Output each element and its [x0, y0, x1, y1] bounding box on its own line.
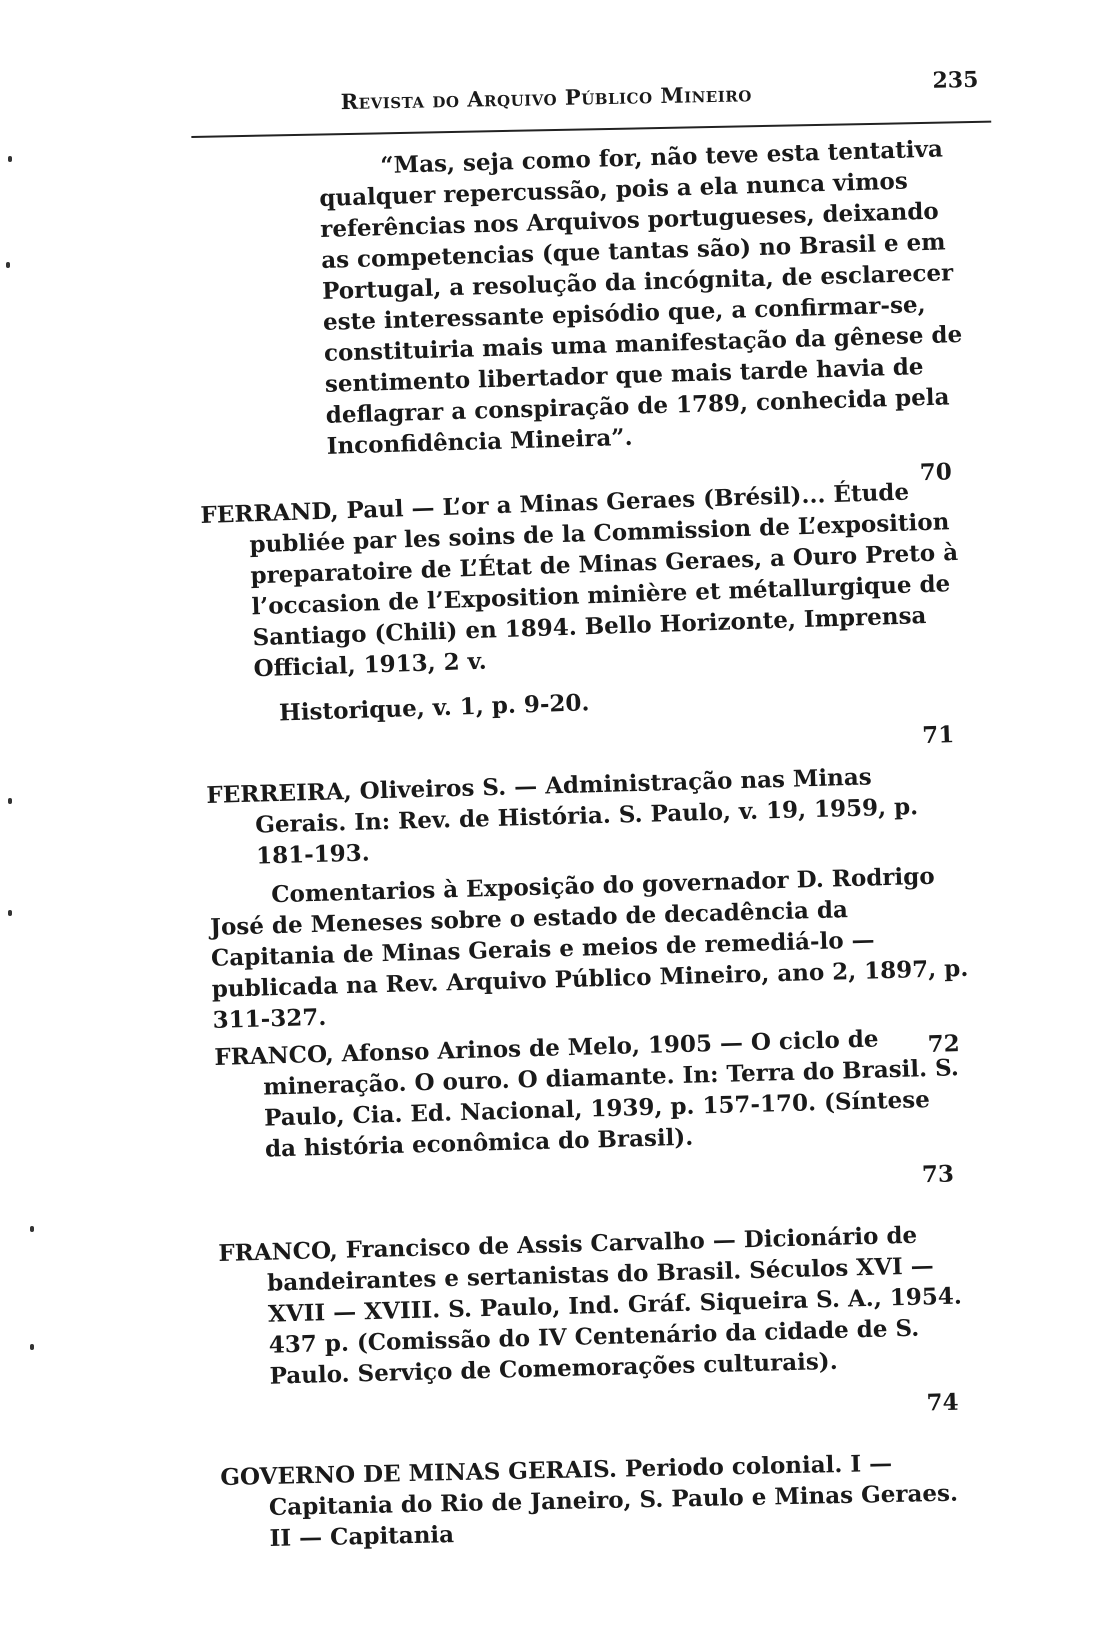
- entry-citation: FRANCO, Afonso Arinos de Melo, 1905 — O ciclo de mineração. O ouro. O diamante. In: Terra do Brasil. S. Paulo, Cia. Ed. Nacional, 1939, p. 157-170. (Síntese da história econômica do Brasil).: [214, 1025, 960, 1163]
- scan-speck: [8, 910, 12, 916]
- entry-citation: GOVERNO DE MINAS GERAIS. Periodo colonial. I — Capitania do Rio de Janeiro, S. Paulo e Minas Geraes. II — Capitania: [220, 1449, 959, 1552]
- running-title: Revista do Arquivo Público Mineiro: [340, 81, 752, 115]
- entry-number: 70: [919, 458, 953, 487]
- entry-subcitation: Comentarios à Exposição do governador D. Rodrigo José de Meneses sobre o estado de decadência da Capitania de Minas Gerais e meios de remediá-lo — publicada na Rev. Arquivo Público Mineiro, ano 2, 1897, p. 311-327.: [209, 862, 969, 1034]
- scan-speck: [30, 1344, 34, 1350]
- bibliography-entry: [218, 1218, 974, 1417]
- entry-citation: FERREIRA, Oliveiros S. — Administração nas Minas Gerais. In: Rev. de História. S. Paulo, v. 19, 1959, p. 181-193.: [206, 763, 919, 870]
- quotation-entry: [318, 133, 967, 487]
- entry-number: 73: [921, 1160, 955, 1189]
- bibliography-entry: [200, 475, 969, 750]
- entry-number: 74: [926, 1388, 959, 1417]
- entry-number: 71: [921, 721, 955, 750]
- scan-speck: [8, 798, 12, 804]
- bibliography-entry: [220, 1446, 984, 1555]
- bibliography-entry: [206, 759, 975, 1058]
- page-number: 235: [932, 66, 979, 94]
- quotation-text: “Mas, seja como for, não teve esta tentativa qualquer repercussão, pois a ela nunca vimos referências nos Arquivos portugueses, deixando as competencias (que tantas são) no Brasil e em Portugal, a resolução da incógnita, de esclarecer este interessante episódio que, a confirmar-se, constituiria mais uma manifestação da gênese de sentimento libertador que mais tarde havia de deflagrar a conspiração de 1789, conhecida pela Inconfidência Mineira”.: [318, 135, 963, 460]
- entry-citation: FERRAND, Paul — L’or a Minas Geraes (Brésil)... Étude publiée par les soins de la Commission de L’exposition preparatoire de L’État de Minas Geraes, a Ouro Preto à l’occasion de l’Exposition minière et métallurgique de Santiago (Chili) en 1894. Bello Horizonte, Imprensa Official, 1913, 2 v.: [200, 478, 959, 683]
- entry-number: 72: [927, 1030, 961, 1058]
- scan-speck: [8, 156, 12, 162]
- scan-speck: [6, 262, 10, 268]
- page-header: [190, 51, 991, 138]
- bibliography-entry: [214, 1021, 969, 1189]
- entry-citation: FRANCO, Francisco de Assis Carvalho — Dicionário de bandeirantes e sertanistas do Brasil. Séculos XVI — XVII — XVIII. S. Paulo, Ind. Gráf. Siqueira S. A., 1954. 437 p. (Comissão do IV Centenário da cidade de S. Paulo. Serviço de Comemorações culturais).: [218, 1221, 963, 1390]
- scan-speck: [30, 1226, 34, 1232]
- entry-subcitation: Historique, v. 1, p. 9-20.: [278, 689, 590, 727]
